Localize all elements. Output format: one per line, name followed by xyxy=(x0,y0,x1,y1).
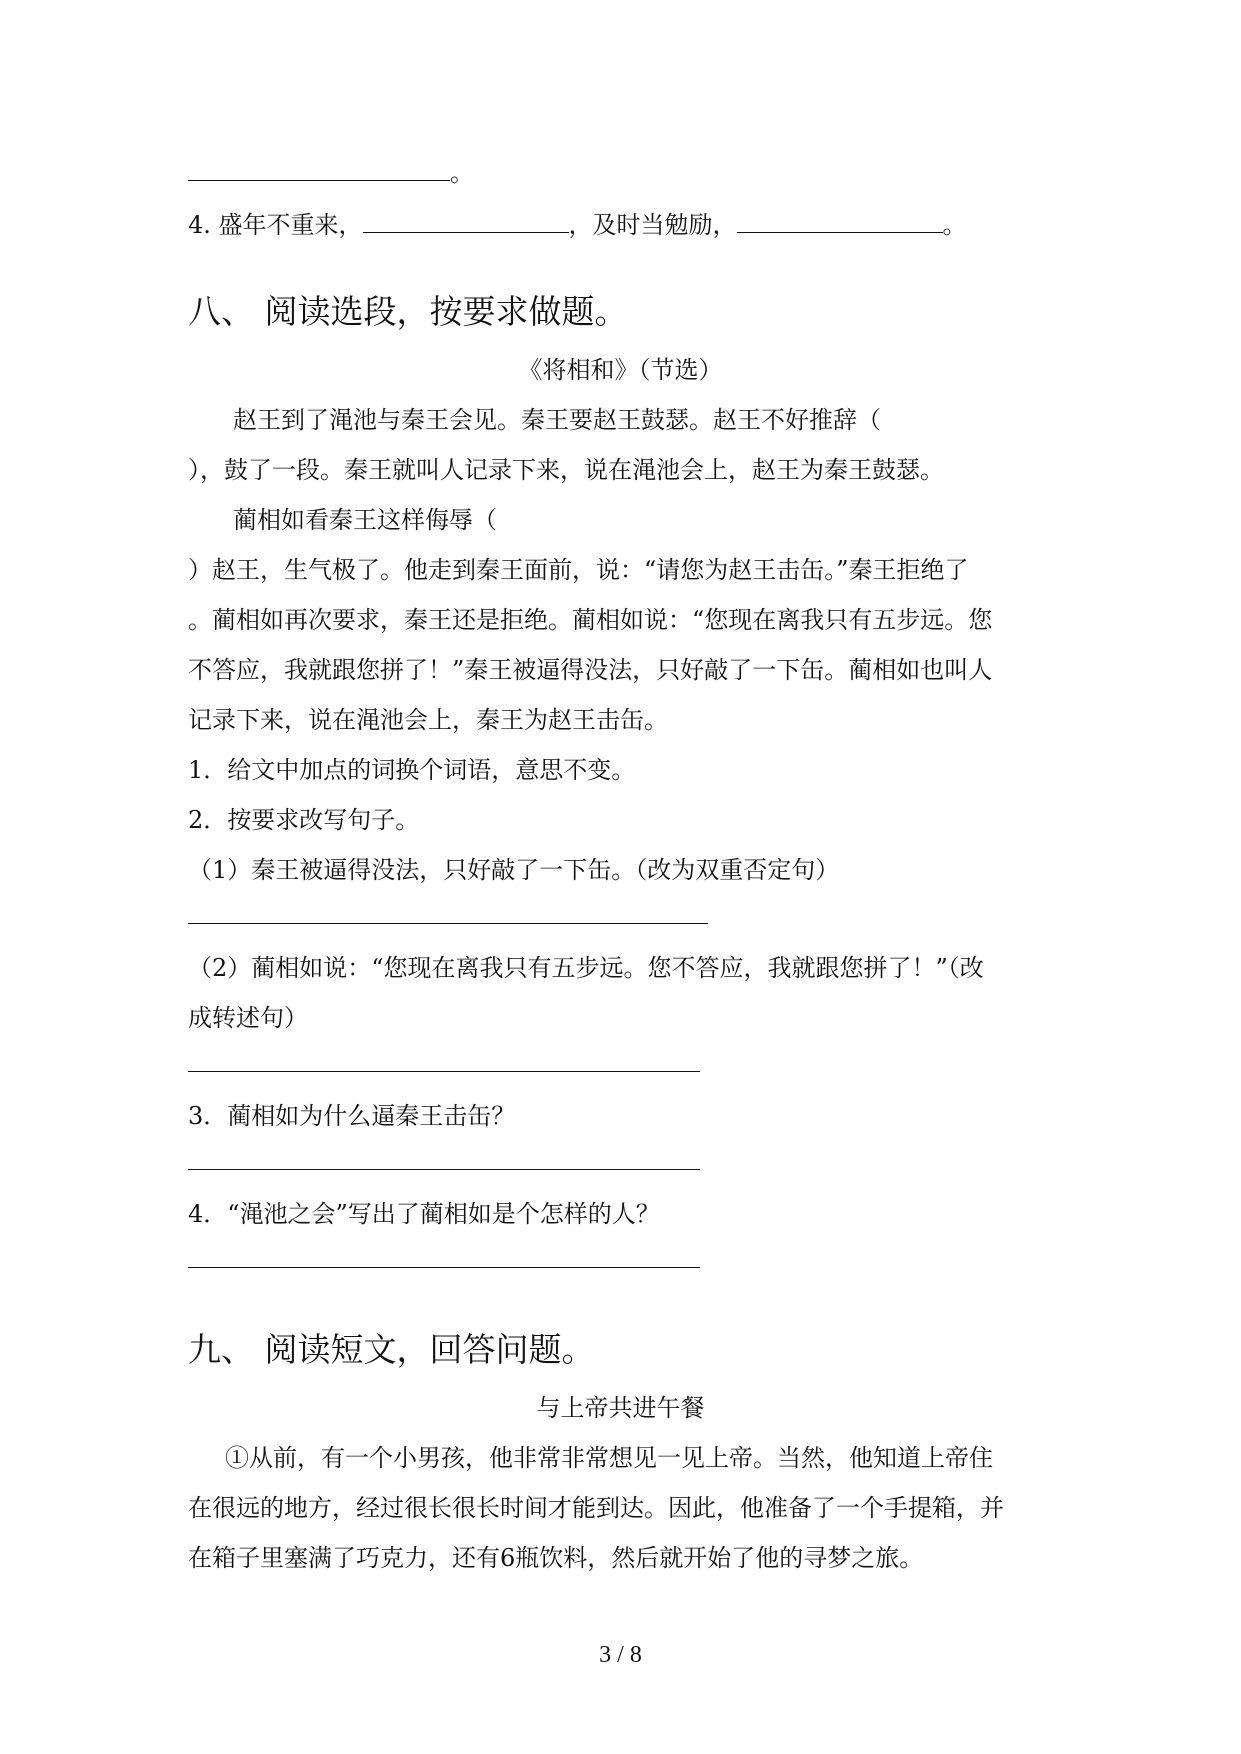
question-2-1: （1）秦王被逼得没法，只好敲了一下缶。（改为双重否定句） xyxy=(188,856,840,884)
line4-part-b: ，及时当勉励， xyxy=(568,211,737,239)
end-mark: 。 xyxy=(450,159,474,187)
question-4: 4．“渑池之会”写出了蔺相如是个怎样的人？ xyxy=(188,1200,660,1228)
line4-part-a: 4. 盛年不重来， xyxy=(188,211,363,239)
paragraph-line: 。蔺相如再次要求，秦王还是拒绝。蔺相如说：“您现在离我只有五步远。您 xyxy=(188,606,993,634)
question-2-2-cont: 成转述句） xyxy=(188,1004,308,1032)
paragraph-line: 在很远的地方，经过很长很长时间才能到达。因此，他准备了一个手提箱，并 xyxy=(188,1494,1004,1522)
question-1: 1．给文中加点的词换个词语，意思不变。 xyxy=(188,756,636,784)
question-line-4 xyxy=(188,208,967,241)
page-number: 3 / 8 xyxy=(599,1642,642,1668)
section-8-heading: 八、 阅读选段，按要求做题。 xyxy=(188,292,628,331)
answer-line[interactable] xyxy=(188,923,708,924)
paragraph-line: ）赵王，生气极了。他走到秦王面前，说：“请您为赵王击缶。”秦王拒绝了 xyxy=(188,556,969,584)
continued-answer-line xyxy=(188,156,474,189)
paragraph-line: ），鼓了一段。秦王就叫人记录下来，说在渑池会上，赵王为秦王鼓瑟。 xyxy=(188,456,944,484)
paragraph-line: 蔺相如看秦王这样侮辱（ xyxy=(233,506,497,534)
paragraph-line: 记录下来，说在渑池会上，秦王为赵王击缶。 xyxy=(188,706,668,734)
fill-blank[interactable] xyxy=(188,156,450,181)
passage-title: 与上帝共进午餐 xyxy=(536,1394,705,1422)
paragraph-line: 赵王到了渑池与秦王会见。秦王要赵王鼓瑟。赵王不好推辞（ xyxy=(233,406,881,434)
section-9-heading: 九、 阅读短文，回答问题。 xyxy=(188,1330,595,1369)
question-3: 3．蔺相如为什么逼秦王击缶？ xyxy=(188,1102,516,1130)
paragraph-line: ①从前，有一个小男孩，他非常非常想见一见上帝。当然，他知道上帝住 xyxy=(225,1444,993,1472)
paragraph-line: 在箱子里塞满了巧克力，还有6瓶饮料，然后就开始了他的寻梦之旅。 xyxy=(188,1544,924,1572)
fill-blank[interactable] xyxy=(363,208,569,233)
answer-line[interactable] xyxy=(188,1267,700,1268)
fill-blank[interactable] xyxy=(737,208,943,233)
question-2-2: （2）蔺相如说：“您现在离我只有五步远。您不答应，我就跟您拼了！”（改 xyxy=(188,954,984,982)
passage-title: 《将相和》（节选） xyxy=(518,356,723,384)
answer-line[interactable] xyxy=(188,1071,700,1072)
question-2: 2．按要求改写句子。 xyxy=(188,806,420,834)
paragraph-line: 不答应，我就跟您拼了！”秦王被逼得没法，只好敲了一下缶。蔺相如也叫人 xyxy=(188,656,993,684)
line4-part-c: 。 xyxy=(942,211,967,239)
answer-line[interactable] xyxy=(188,1169,700,1170)
